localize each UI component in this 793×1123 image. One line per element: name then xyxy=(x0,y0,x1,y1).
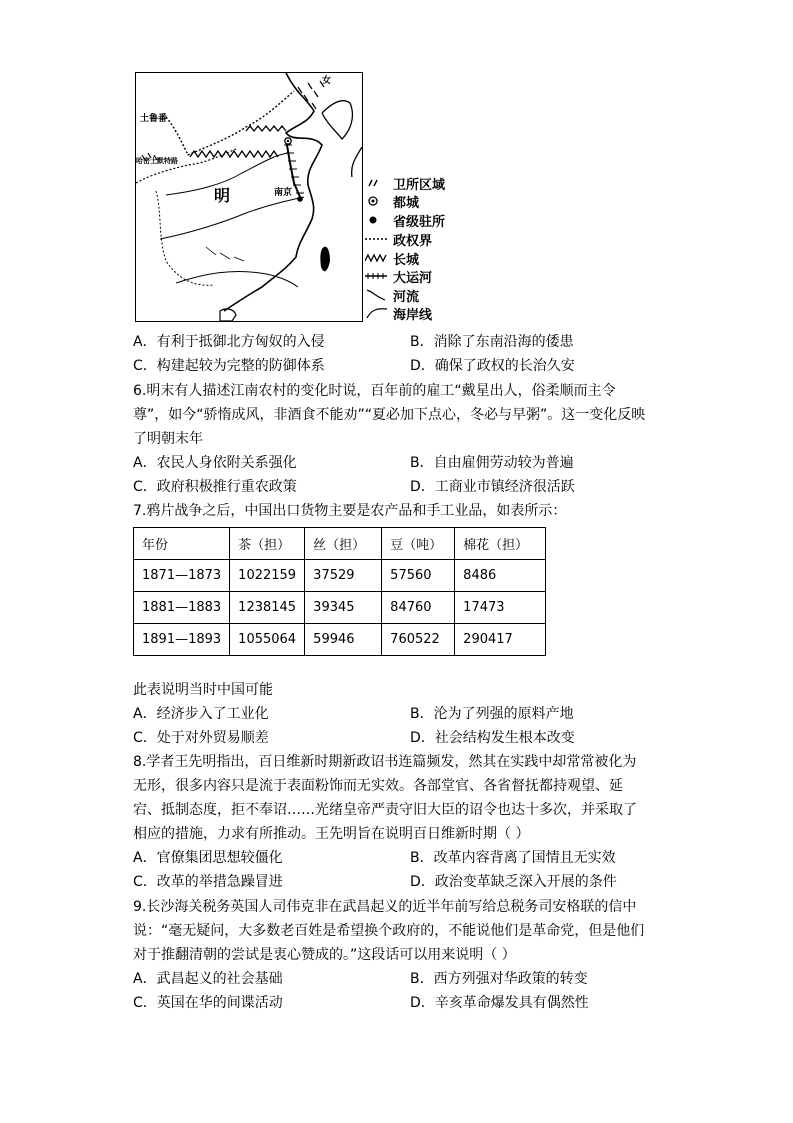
great-wall-icon xyxy=(365,251,387,265)
q8-stem-line-4: 相应的措施，力求有所推动。王先明旨在说明百日维新时期（ ） xyxy=(133,826,530,842)
map-drawing xyxy=(136,73,362,321)
q7-option-a: A．经济步入了工业化 xyxy=(133,706,269,722)
table-row xyxy=(134,624,546,656)
map-label-tulufan: 土鲁番 xyxy=(140,114,168,124)
table-cell: 1881—1883 xyxy=(134,592,230,624)
q9-option-d: D．辛亥革命爆发具有偶然性 xyxy=(410,995,589,1011)
export-table xyxy=(133,527,546,656)
q8-stem-line-3: 宕、抵制态度，拒不奉诏……光绪皇帝严责守旧大臣的诏令也达十多次，并采取了 xyxy=(133,802,637,818)
table-header-row xyxy=(134,528,546,560)
provincial-seat-icon xyxy=(365,213,387,227)
q9-stem-line-1: 9.长沙海关税务英国人司伟克非在武昌起义的近半年前写给总税务司安格联的信中 xyxy=(133,899,637,915)
table-cell: 1022159 xyxy=(230,560,305,592)
table-row xyxy=(134,560,546,592)
map-label-nuer: 女 xyxy=(322,76,332,86)
q8-stem-line-2: 无形，很多内容只是流于表面粉饰而无实效。各部堂官、各省督抚都持观望、延 xyxy=(133,778,623,794)
coastline-icon xyxy=(365,306,387,320)
q5-option-b: B．消除了东南沿海的倭患 xyxy=(410,334,574,350)
table-cell: 39345 xyxy=(305,592,382,624)
legend-great-wall: 长城 xyxy=(365,249,419,267)
table-cell: 37529 xyxy=(305,560,382,592)
q7-intro: 7.鸦片战争之后，中国出口货物主要是农产品和手工业品，如表所示： xyxy=(133,503,567,519)
boundary-line-icon xyxy=(365,232,387,246)
q9-option-a: A．武昌起义的社会基础 xyxy=(133,971,283,987)
grand-canal-icon xyxy=(365,269,387,283)
legend-river: 河流 xyxy=(365,286,419,304)
q7-option-c: C．处于对外贸易顺差 xyxy=(133,730,269,746)
q7-stem: 此表说明当时中国可能 xyxy=(133,682,273,698)
table-cell: 1871—1873 xyxy=(134,560,230,592)
legend-grand-canal: 大运河 xyxy=(365,267,432,285)
q6-option-c: C．政府积极推行重农政策 xyxy=(133,479,297,495)
q9-stem-line-3: 对于推翻清朝的尝试是衷心赞成的。”这段话可以用来说明（ ） xyxy=(133,947,516,963)
q8-option-c: C．改革的举措急躁冒进 xyxy=(133,874,283,890)
table-cell: 57560 xyxy=(382,560,455,592)
table-cell: 8486 xyxy=(455,560,546,592)
q5-option-c: C．构建起较为完整的防御体系 xyxy=(133,358,325,374)
table-cell: 760522 xyxy=(382,624,455,656)
table-header-cell: 丝（担） xyxy=(305,528,382,560)
table-header-cell: 茶（担） xyxy=(230,528,305,560)
q5-option-a: A．有利于抵御北方匈奴的入侵 xyxy=(133,334,325,350)
q6-stem-line-2: 尊”，如今“骄惰成风，非酒食不能劝”“夏必加下点心，冬必与早粥”。这一变化反映 xyxy=(133,407,646,423)
table-cell: 84760 xyxy=(382,592,455,624)
q6-option-d: D．工商业市镇经济很活跃 xyxy=(410,479,575,495)
q7-option-b: B．沦为了列强的原料产地 xyxy=(410,706,574,722)
legend-garrison: 卫所区域 xyxy=(365,174,445,192)
q6-option-a: A．农民人身依附关系强化 xyxy=(133,455,297,471)
q6-option-b: B．自由雇佣劳动较为普遍 xyxy=(410,455,574,471)
garrison-symbol-icon xyxy=(365,176,387,190)
q5-option-d: D．确保了政权的长治久安 xyxy=(410,358,575,374)
table-cell: 1891—1893 xyxy=(134,624,230,656)
q7-option-d: D．社会结构发生根本改变 xyxy=(410,730,575,746)
q9-stem-line-2: 说：“毫无疑问，大多数老百姓是希望换个政府的，不能说他们是革命党，但是他们 xyxy=(133,923,645,939)
ming-map xyxy=(135,72,363,322)
q8-option-a: A．官僚集团思想较僵化 xyxy=(133,850,283,866)
legend-coastline: 海岸线 xyxy=(365,304,432,322)
table-header-cell: 豆（吨） xyxy=(382,528,455,560)
river-icon xyxy=(365,288,387,302)
table-cell: 1238145 xyxy=(230,592,305,624)
table-cell: 290417 xyxy=(455,624,546,656)
q8-stem-line-1: 8.学者王先明指出，百日维新时期新政诏书连篇频发，然其在实践中却常常被化为 xyxy=(133,754,637,770)
map-label-nanjing: 南京 xyxy=(274,188,293,198)
q6-stem-line-3: 了明朝末年 xyxy=(133,431,203,447)
table-header-cell: 棉花（担） xyxy=(455,528,546,560)
table-cell: 1055064 xyxy=(230,624,305,656)
legend-provincial-seat: 省级驻所 xyxy=(365,211,445,229)
q9-option-b: B．西方列强对华政策的转变 xyxy=(410,971,588,987)
q9-option-c: C．英国在华的间谍活动 xyxy=(133,995,283,1011)
map-label-hami: 哈密土默特路 xyxy=(136,157,178,165)
table-cell: 59946 xyxy=(305,624,382,656)
q8-option-d: D．政治变革缺乏深入开展的条件 xyxy=(410,874,617,890)
legend-capital: 都城 xyxy=(365,192,419,210)
capital-symbol-icon xyxy=(365,194,387,208)
q6-stem-line-1: 6.明末有人描述江南农村的变化时说，百年前的雇工“戴星出人，俗柔顺而主令 xyxy=(133,383,616,399)
table-cell: 17473 xyxy=(455,592,546,624)
table-row xyxy=(134,592,546,624)
q8-option-b: B．改革内容背离了国情且无实效 xyxy=(410,850,616,866)
map-label-ming: 明 xyxy=(214,186,231,205)
legend-boundary: 政权界 xyxy=(365,230,432,248)
table-header-cell: 年份 xyxy=(134,528,230,560)
